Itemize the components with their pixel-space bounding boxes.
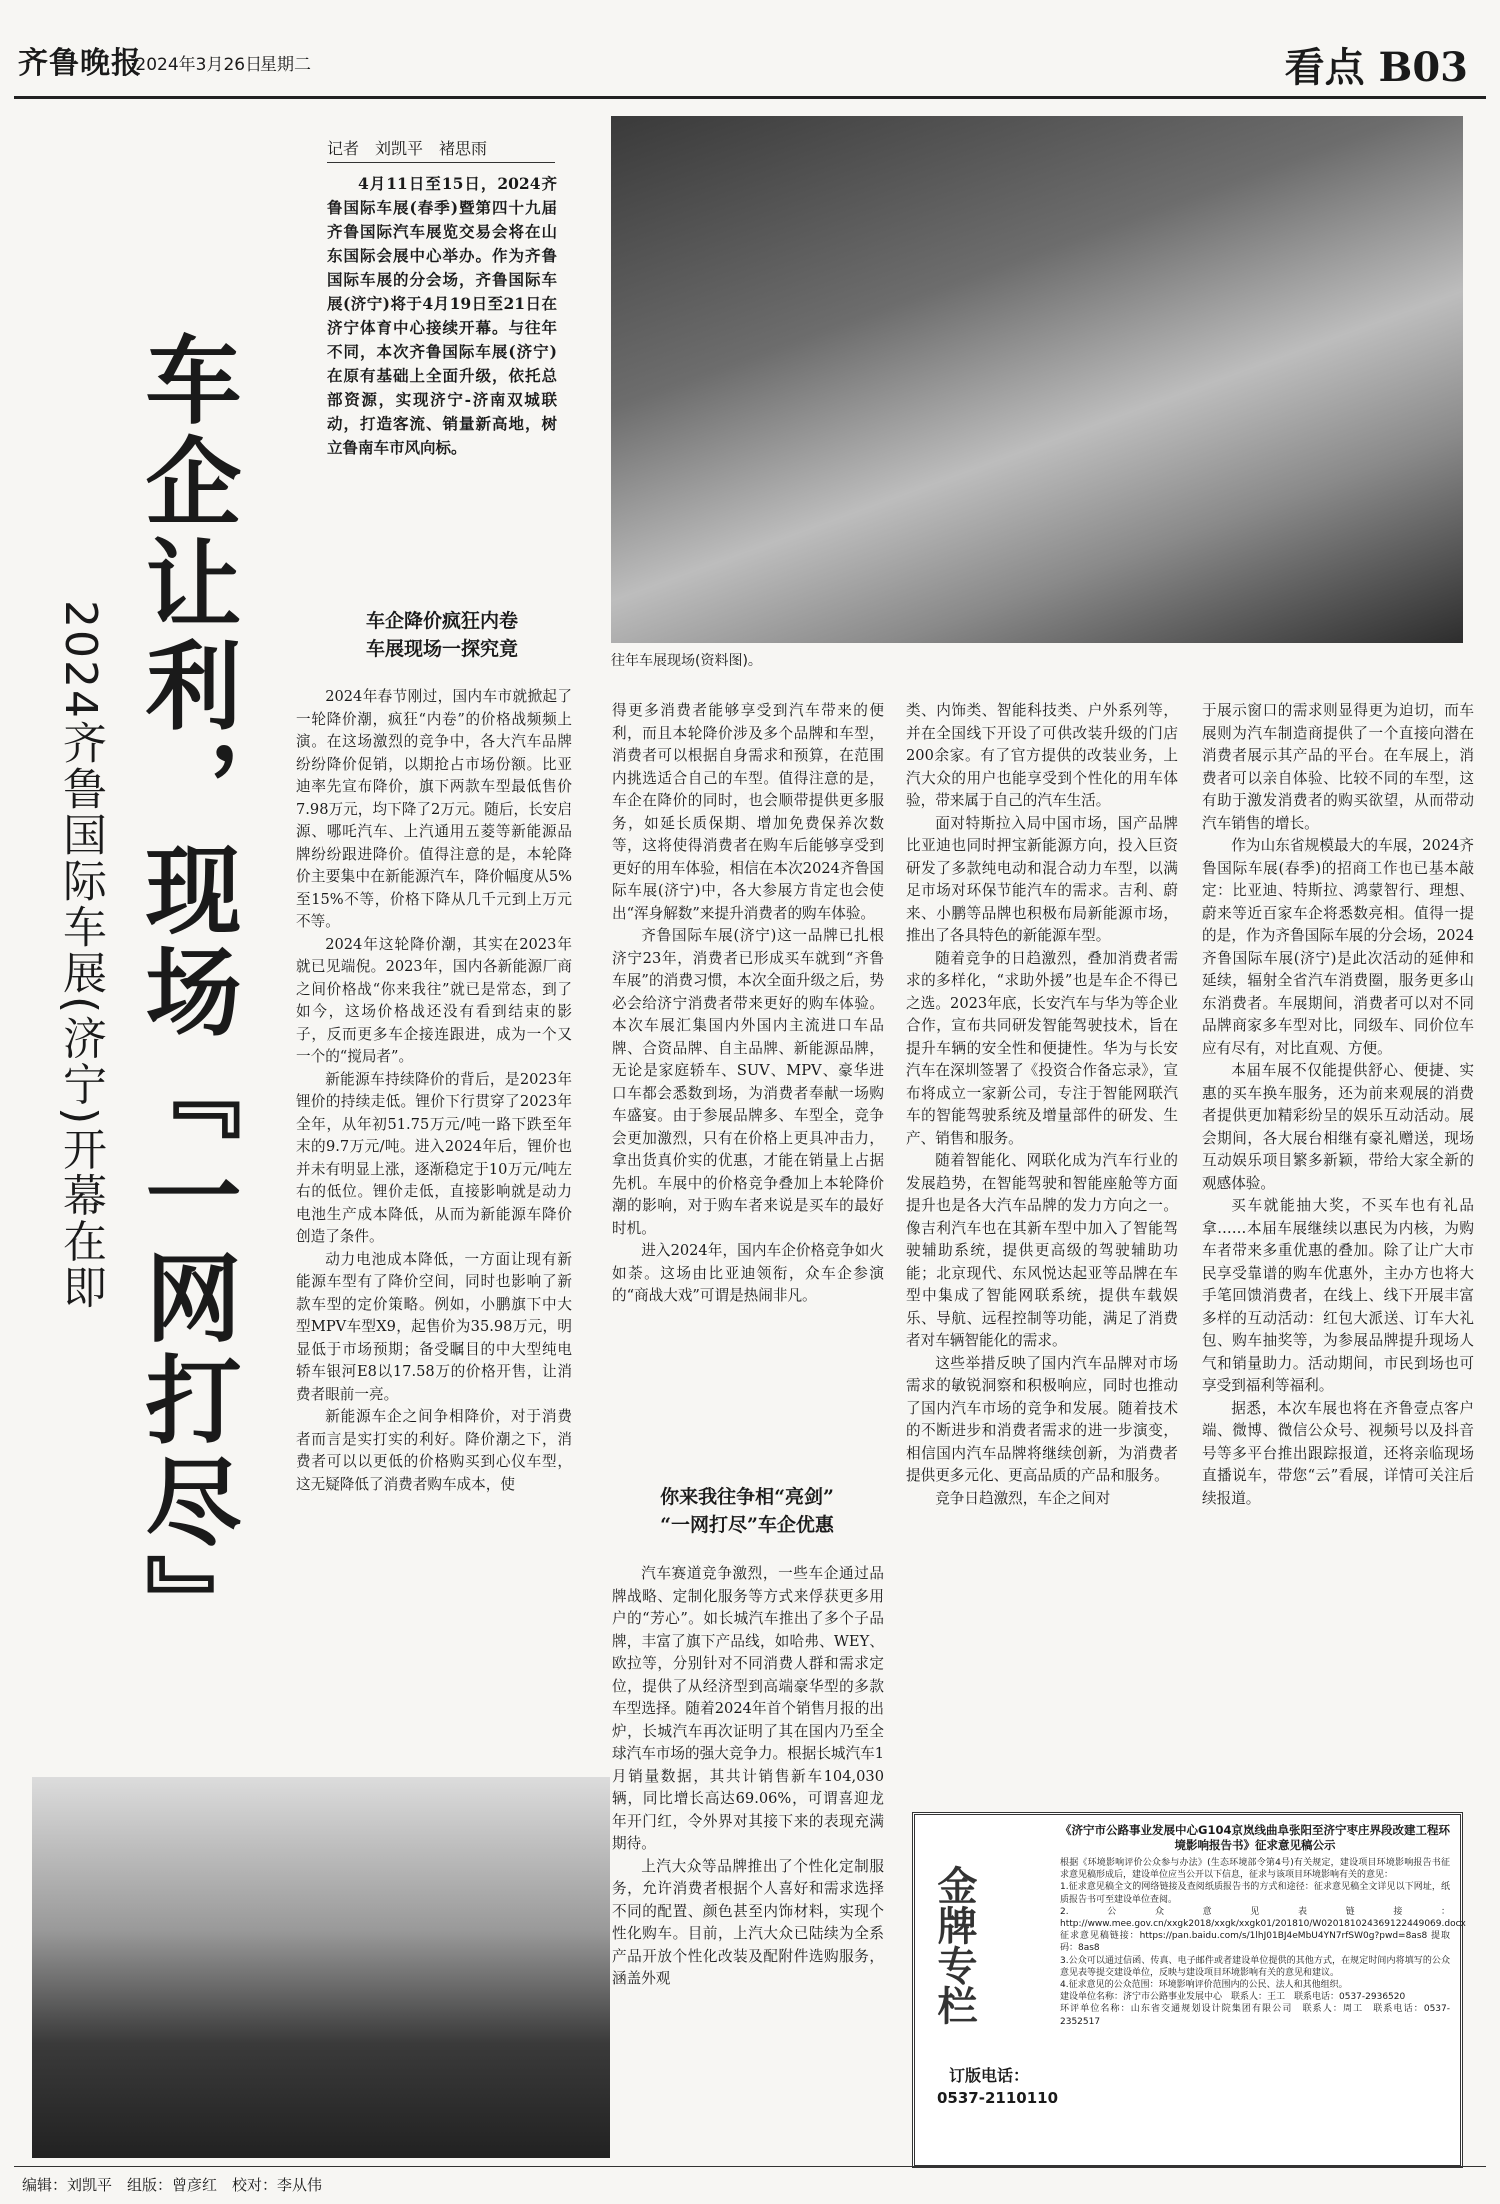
ad-body	[1060, 1823, 1466, 2028]
paragraph: 本届车展不仅能提供舒心、便捷、实惠的买车换车服务，还为前来观展的消费者提供更加精彩纷呈的娱乐互动活动。展会期间，各大展台相继有豪礼赠送，现场互动娱乐项目繁多新颖，带给大家全新的观感体验。	[1202, 1062, 1474, 1192]
car-show-photo	[611, 116, 1463, 643]
subhead-price-war: 车企降价疯狂内卷 车展现场一探究竟	[365, 610, 518, 660]
paragraph: 作为山东省规模最大的车展，2024齐鲁国际车展(春季)的招商工作也已基本敲定：比亚迪、特斯拉、鸿蒙智行、理想、蔚来等近百家车企将悉数亮相。值得一提的是，作为齐鲁国际车展的分会场，2024齐鲁国际车展(济宁)是此次活动的延伸和延续，辐射全省汽车消费圈，服务更多山东消费者。车展期间，消费者可以对不同品牌商家多车型对比，同级车、同价位车应有尽有，对比直观、方便。	[1202, 837, 1474, 1057]
ad-ink-logo: 金牌专栏	[931, 1865, 978, 2025]
ad-phone-label: 订版电话：	[949, 2066, 1030, 2085]
ad-line: 2.公众意见表链接：http://www.mee.gov.cn/xxgk2018/xxgk/xxgk01/201810/W020181024369122449069.docx	[1060, 1906, 1466, 1930]
ad-line: 1.征求意见稿全文的网络链接及查阅纸质报告书的方式和途径：征求意见稿全文详见以下网址，纸质报告书可至建设单位查阅。	[1060, 1882, 1450, 1905]
ad-line: 3.公众可以通过信函、传真、电子邮件或者建设单位提供的其他方式，在规定时间内将填写的公众意见表等提交建设单位，反映与建设项目环境影响有关的意见和建议。	[1060, 1955, 1450, 1978]
ad-phone: 0537-2110110	[937, 2089, 1059, 2107]
public-notice-ad	[912, 1812, 1466, 2168]
article-column-2	[612, 700, 884, 1308]
paragraph: 买车就能抽大奖，不买车也有礼品拿……本届车展继续以惠民为内核，为购车者带来多重优惠的叠加。除了让广大市民享受靠谱的购车优惠外，主办方也将大手笔回馈消费者，在线上、线下开展丰富多样的互动活动：红包大派送、订车大礼包、购车抽奖等，为参展品牌提升现场人气和销量助力。活动期间，市民到场也可享受到福利等福利。	[1202, 1197, 1474, 1394]
byline: 记者 刘凯平 褚思雨	[327, 139, 488, 158]
header-rule	[14, 96, 1486, 99]
ad-line: 征求意见稿链接：https://pan.baidu.com/s/1lhJ01BJ4eMbU4YN7rfSW0g?pwd=8as8 提取码：8as8	[1060, 1931, 1450, 1954]
article-column-2-lower	[612, 1563, 884, 1991]
ad-line: 4.征求意见的公众范围：环境影响评价范围内的公民、法人和其他组织。	[1060, 1980, 1348, 1991]
paragraph: 新能源车企之间争相降价，对于消费者而言是实打实的利好。降价潮之下，消费者可以以更低的价格购买到心仪车型，这无疑降低了消费者购车成本，使	[296, 1408, 572, 1493]
issue-weekday: 星期二	[260, 55, 311, 75]
paragraph: 上汽大众等品牌推出了个性化定制服务，允许消费者根据个人喜好和需求选择不同的配置、颜色甚至内饰材料，实现个性化购车。目前，上汽大众已陆续为全系产品开放个性化改装及配附件选购服务，涵盖外观	[612, 1857, 884, 1987]
paragraph: 类、内饰类、智能科技类、户外系列等，并在全国线下开设了可供改装升级的门店200余家。有了官方提供的改装业务，上汽大众的用户也能享受到个性化的用车体验，带来属于自己的汽车生活。	[906, 702, 1178, 809]
paragraph: 得更多消费者能够享受到汽车带来的便利，而且本轮降价涉及多个品牌和车型，消费者可以根据自身需求和预算，在范围内挑选适合自己的车型。值得注意的是，车企在降价的同时，也会顺带提供更多服务，如延长质保期、增加免费保养次数等，这将使得消费者在购车后能够享受到更好的用车体验，相信在本次2024齐鲁国际车展(济宁)中，各大参展方肯定也会使出“浑身解数”来提升消费者的购车体验。	[612, 702, 884, 922]
paragraph: 动力电池成本降低，一方面让现有新能源车型有了降价空间，同时也影响了新款车型的定价策略。例如，小鹏旗下中大型MPV车型X9，起售价为35.98万元，明显低于市场预期；备受瞩目的中大型纯电轿车银河E8以17.58万的价格开售，让消费者眼前一亮。	[296, 1250, 572, 1403]
paragraph: 随着竞争的日趋激烈，叠加消费者需求的多样化，“求助外援”也是车企不得已之选。2023年底，长安汽车与华为等企业合作，宣布共同研发智能驾驶技术，旨在提升车辆的安全性和便捷性。华为与长安汽车在深圳签署了《投资合作备忘录》，宣布将成立一家新公司，专注于智能网联汽车的智能驾驶系统及增量部件的研发、生产、销售和服务。	[906, 949, 1178, 1147]
footer-credits: 编辑：刘凯平 组版：曾彦红 校对：李从伟	[22, 2176, 323, 2194]
intro-paragraph: 4月11日至15日，2024齐鲁国际车展(春季)暨第四十九届齐鲁国际汽车展览交易会将在山东国际会展中心举办。作为齐鲁国际车展的分会场，齐鲁国际车展(济宁)将于4月19日至21日在济宁体育中心接续开幕。与往年不同，本次齐鲁国际车展(济宁)在原有基础上全面升级，依托总部资源，实现济宁-济南双城联动，打造客流、销量新高地，树立鲁南车市风向标。	[327, 174, 557, 457]
subhead-offers: 你来我往争相“亮剑” “一网打尽”车企优惠	[660, 1486, 834, 1536]
article-column-1	[296, 686, 572, 1496]
main-headline: 车企让利，现场『一网打尽』	[130, 330, 243, 1656]
ad-line: 根据《环境影响评价公众参与办法》(生态环境部令第4号)有关规定，建设项目环境影响报告书征求意见稿形成后，建设单位应当公开以下信息，征求与该项目环境影响有关的意见：	[1060, 1858, 1450, 1881]
paragraph: 2024年这轮降价潮，其实在2023年就已见端倪。2023年，国内各新能源厂商之间价格战“你来我往”就已是常态，到了如今，这场价格战还没有看到结束的影子，反而更多车企接连跟进，成为一个又一个的“搅局者”。	[296, 935, 572, 1065]
byline-rule	[327, 162, 555, 163]
section-label: 看点 B03	[1284, 44, 1468, 91]
ad-line: 环评单位名称：山东省交通规划设计院集团有限公司 联系人：周工 联系电话：0537-2352517	[1060, 2004, 1450, 2027]
article-column-4	[1202, 700, 1474, 1510]
sub-headline: 2024齐鲁国际车展(济宁)开幕在即	[55, 600, 106, 1311]
paragraph: 于展示窗口的需求则显得更为迫切，而车展则为汽车制造商提供了一个直接向潜在消费者展示其产品的平台。在车展上，消费者可以亲自体验、比较不同的车型，这有助于激发消费者的购买欲望，从而带动汽车销售的增长。	[1202, 702, 1474, 832]
paragraph: 2024年春节刚过，国内车市就掀起了一轮降价潮，疯狂“内卷”的价格战频频上演。在这场激烈的竞争中，各大汽车品牌纷纷降价促销，以期抢占市场份额。比亚迪率先宣布降价，旗下两款车型最低售价7.98万元，均下降了2万元。随后，长安启源、哪吒汽车、上汽通用五菱等新能源品牌纷纷跟进降价。值得注意的是，本轮降价主要集中在新能源汽车，降价幅度从5%至15%不等，价格下降从几千元到上万元不等。	[296, 688, 572, 930]
paper-logo: 齐鲁晚报	[18, 46, 142, 81]
paragraph: 据悉，本次车展也将在齐鲁壹点客户端、微博、微信公众号、视频号以及抖音号等多平台推出跟踪报道，还将亲临现场直播说车，带您“云”看展，详情可关注后续报道。	[1202, 1399, 1474, 1507]
issue-date: ·2024年3月26日	[130, 55, 263, 75]
paragraph: 随着智能化、网联化成为汽车行业的发展趋势，在智能驾驶和智能座舱等方面提升也是各大汽车品牌的发力方向之一。像吉利汽车也在其新车型中加入了智能驾驶辅助系统，提供更高级的驾驶辅助功能；北京现代、东风悦达起亚等品牌在车型中集成了智能网联系统，提供车载娱乐、导航、远程控制等功能，满足了消费者对车辆智能化的需求。	[906, 1152, 1178, 1349]
paragraph: 齐鲁国际车展(济宁)这一品牌已扎根济宁23年，消费者已形成买车就到“齐鲁车展”的消费习惯，本次全面升级之后，势必会给济宁消费者带来更好的购车体验。本次车展汇集国内外国内主流进口车品牌、合资品牌、自主品牌、新能源品牌，无论是家庭轿车、SUV、MPV、豪华进口车都会悉数到场，为消费者奉献一场购车盛宴。由于参展品牌多、车型全，竞争会更加激烈，只有在价格上更具冲击力，拿出货真价实的优惠，才能在销量上占据先机。车展中的价格竞争叠加上本轮降价潮的影响，对于购车者来说是买车的最好时机。	[612, 927, 884, 1237]
ad-line: 建设单位名称：济宁市公路事业发展中心 联系人：王工 联系电话：0537-2936520	[1060, 1992, 1406, 2003]
paragraph: 新能源车持续降价的背后，是2023年锂价的持续走低。锂价下行贯穿了2023年全年，从年初51.75万元/吨一路下跌至年末的9.7万元/吨。进入2024年后，锂价也并未有明显上涨，逐渐稳定于10万元/吨左右的低位。锂价走低，直接影响就是动力电池生产成本降低，从而为新能源车降价创造了条件。	[296, 1070, 572, 1245]
paragraph: 竞争日趋激烈，车企之间对	[935, 1489, 1111, 1507]
ad-title: 《济宁市公路事业发展中心G104京岚线曲阜张阳至济宁枣庄界段改建工程环境影响报告书》征求意见稿公示	[1060, 1823, 1450, 1852]
paragraph: 汽车赛道竞争激烈，一些车企通过品牌战略、定制化服务等方式来俘获更多用户的“芳心”。如长城汽车推出了多个子品牌，丰富了旗下产品线，如哈弗、WEY、欧拉等，分别针对不同消费人群和需求定位，提供了从经济型到高端豪华型的多款车型选择。随着2024年首个销售月报的出炉，长城汽车再次证明了其在国内乃至全球汽车市场的强大竞争力。根据长城汽车1月销量数据，其共计销售新车104,030辆，同比增长高达69.06%，可谓喜迎龙年开门红，令外界对其接下来的表现充满期待。	[612, 1565, 884, 1852]
crowd-photo	[32, 1777, 610, 2158]
paragraph: 这些举措反映了国内汽车品牌对市场需求的敏锐洞察和积极响应，同时也推动了国内汽车市场的竞争和发展。随着技术的不断进步和消费者需求的进一步演变，相信国内汽车品牌将继续创新，为消费者提供更多元化、更高品质的产品和服务。	[906, 1354, 1178, 1484]
footer-rule	[14, 2166, 1486, 2167]
article-column-3	[906, 700, 1178, 1510]
photo-caption: 往年车展现场(资料图)。	[611, 653, 762, 669]
paragraph: 进入2024年，国内车企价格竞争如火如荼。这场由比亚迪领衔，众车企参演的“商战大戏”可谓是热闹非凡。	[612, 1242, 884, 1304]
paragraph: 面对特斯拉入局中国市场，国产品牌比亚迪也同时押宝新能源方向，投入巨资研发了多款纯电动和混合动力车型，以满足市场对环保节能汽车的需求。吉利、蔚来、小鹏等品牌也积极布局新能源市场，推出了各具特色的新能源车型。	[906, 814, 1178, 944]
